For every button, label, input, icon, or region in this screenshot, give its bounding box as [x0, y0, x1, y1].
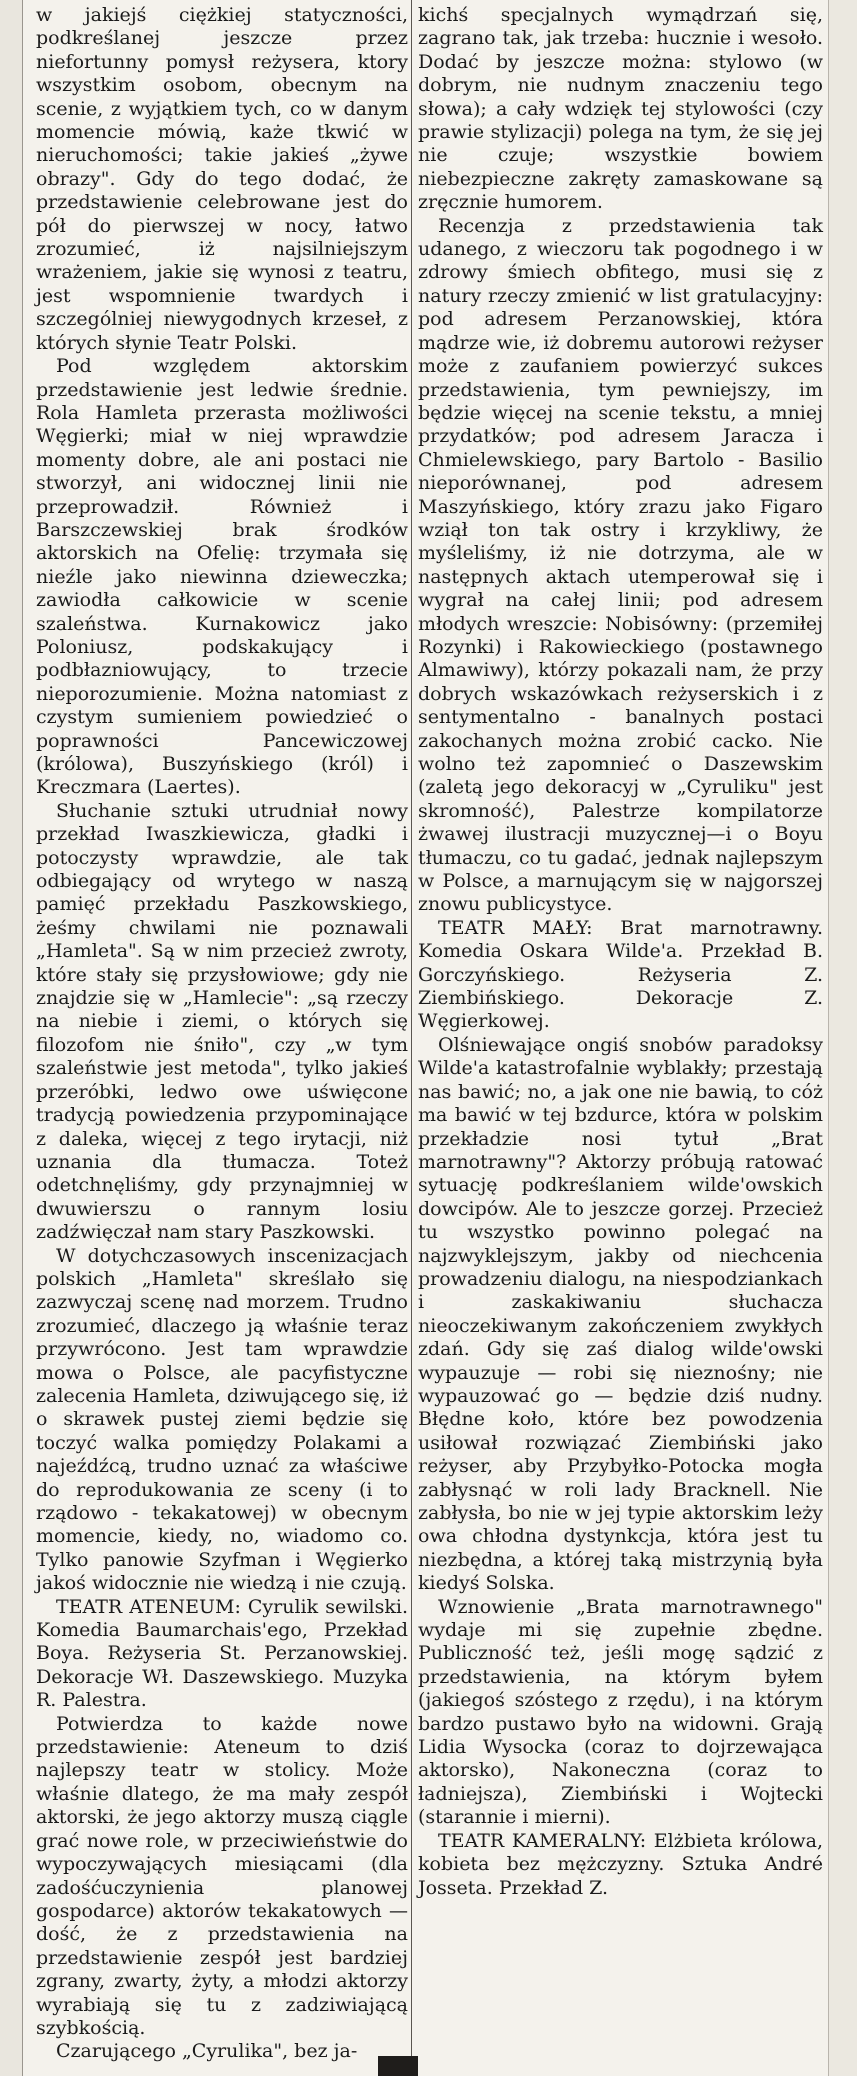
paragraph: Pod względem aktorskim przedstawienie jest ledwie średnie. Rola Hamleta przerasta możliwości Węgierki; miał w niej wprawdzie momenty dobre, ale ani postaci nie stworzył, ani widocznej linii nie przeprowadził. Również i Barszczewskiej brak środków aktorskich na Ofelię: trzymała się nieźle jako niewinna dzieweczka; zawiodła całkowicie w scenie szaleństwa. Kurnakowicz jako Poloniusz, podskakujący i podbłazniowujący, to trzecie nieporozumienie. Można natomiast z czystym sumieniem powiedzieć o poprawności Pancewiczowej (królowa), Buszyńskiego (król) i Kreczmara (Laertes). — [36, 355, 408, 799]
left-margin-strip — [0, 0, 23, 2076]
column-divider — [411, 0, 412, 2076]
paragraph: kichś specjalnych wymądrzań się, zagrano tak, jak trzeba: hucznie i wesoło. Dodać by jeszcze można: stylowo (w dobrym, nie nudnym znaczeniu tego słowa); a cały wdzięk tej stylowości (czy prawie stylizacji) polega na tym, że się jej nie czuje; wszystkie bowiem niebezpieczne zakręty zamaskowane są zręcznie humorem. — [418, 4, 823, 214]
section-heading-kameralny: TEATR KAMERALNY: Elżbieta królowa, kobieta bez mężczyzny. Sztuka André Josseta. Przekład Z. — [418, 1829, 823, 1899]
right-column — [418, 4, 823, 1900]
section-heading-ateneum: TEATR ATENEUM: Cyrulik sewilski. Komedia Baumarchais'ego, Przekład Boya. Reżyseria St. Perzanowskiej. Dekoracje Wł. Daszewskiego. Muzyka R. Palestra. — [36, 1595, 408, 1712]
paragraph: Czarującego „Cyrulika", bez ja- — [56, 2040, 358, 2063]
paragraph: Recenzja z przedstawienia tak udanego, z wieczoru tak pogodnego i w zdrowy śmiech obfitego, musi się z natury rzeczy zmienić w list gratulacyjny: pod adresem Perzanowskiej, która mądrze wie, iż dobremu autorowi reżyser może z zaufaniem powierzyć sukces przedstawienia, tym pewniejszy, im będzie więcej na scenie tekstu, a mniej przydatków; pod adresem Jaracza i Chmielewskiego, pary Bartolo - Basilio nieporównanej, pod adresem Maszyńskiego, który zrazu jako Figaro wziął ton tak ostry i krzykliwy, że myśleliśmy, iż nie dotrzyma, ale w następnych aktach utemperował się i wygrał na całej linii; pod adresem młodych wreszcie: Nobisówny: (przemiłej Rozynki) i Rakowieckiego (postawnego Almawiwy), którzy pokazali nam, że przy dobrych wskazówkach reżyserskich i z sentymentalno - banalnych postaci zakochanych można zrobić cacko. Nie wolno też zapomnieć o Daszewskim (zaletą jego dekoracyj w „Cyruliku" jest skromność), Palestrze kompilatorze żwawej ilustracji muzycznej—i o Boyu tłumaczu, co tu gadać, jednak najlepszym w Polsce, a marnującym się w najgorszej znowu publicystyce. — [418, 214, 823, 916]
paragraph: Słuchanie sztuki utrudniał nowy przekład Iwaszkiewicza, gładki i potoczysty wprawdzie, ale tak odbiegający od wrytego w naszą pamięć przekładu Paszkowskiego, żeśmy chwilami nie poznawali „Hamleta". Są w nim przecież zwroty, które stały się przysłowiowe; gdy nie znajdzie się w „Hamlecie": „są rzeczy na niebie i ziemi, o których się filozofom nie śniło", czy „w tym szaleństwie jest metoda", tylko jakieś przeróbki, ledwo owe uświęcone tradycją powiedzenia przypominające z daleka, więcej z tego irytacji, niż uznania dla tłumacza. Toteż odetchnęliśmy, gdy przynajmniej w dwuwierszu o rannym losiu zadźwięczał nam stary Paszkowski. — [36, 799, 408, 1244]
left-column — [36, 4, 408, 2064]
paragraph: Potwierdza to każde nowe przedstawienie: Ateneum to dziś najlepszy teatr w stolicy. Może właśnie dlatego, że ma mały zespół aktorski, że jego aktorzy muszą ciągle grać nowe role, w przeciwieństwie do wypoczywających miesiącami (dla zadośćuczynienia planowej gospodarce) aktorów tekakatowych — dość, że z przedstawienia na przedstawienie zespół jest bardziej zgrany, zwarty, żyty, a młodzi aktorzy wyrabiają się tu z zadziwiającą szybkością. — [36, 1712, 408, 2039]
paragraph: Wznowienie „Brata marnotrawnego" wydaje mi się zupełnie zbędne. Publiczność też, jeśli mogę sądzić z przedstawienia, na którym byłem (jakiegoś szóstego z rzędu), i na którym bardzo pustawo było na widowni. Grają Lidia Wysocka (coraz to dojrzewająca aktorsko), Nakoneczna (coraz to ładniejsza), Ziembiński i Wojtecki (starannie i mierni). — [418, 1595, 823, 1829]
paragraph: w jakiejś ciężkiej statyczności, podkreślanej jeszcze przez niefortunny pomysł reżysera, ktory wszystkim osobom, obecnym na scenie, z wyjątkiem tych, co w danym momencie mówią, każe tkwić w nieruchomości; takie jakieś „żywe obrazy". Gdy do tego dodać, że przedstawienie celebrowane jest do pół do pierwszej w nocy, łatwo zrozumieć, iż najsilniejszym wrażeniem, jakie się wynosi z teatru, jest wspomnienie twardych i szczególniej niewygodnych krzeseł, z których słynie Teatr Polski. — [36, 4, 408, 354]
right-margin-strip — [828, 0, 857, 2076]
paragraph: W dotychczasowych inscenizacjach polskich „Hamleta" skreślało się zazwyczaj scenę nad morzem. Trudno zrozumieć, dlaczego ją właśnie teraz przywrócono. Jest tam wprawdzie mowa o Polsce, ale pacyfistyczne zalecenia Hamleta, dziwującego się, iż o skrawek pustej ziemi będzie się toczyć walka pomiędzy Polakami a najeźdźcą, trudno uznać za właściwe do reprodukowania ze sceny (i to rządowo - tekakatowej) w obecnym momencie, kiedy, no, wiadomo co. Tylko panowie Szyfman i Węgierko jakoś widocznie nie wiedzą i nie czują. — [36, 1244, 408, 1595]
paragraph: Olśniewające ongiś snobów paradoksy Wilde'a katastrofalnie wyblakły; przestają nas bawić; no, a jak one nie bawią, to cóż ma bawić w tej bzdurce, która w polskim przekładzie nosi tytuł „Brat marnotrawny"? Aktorzy próbują ratować sytuację podkreślaniem wilde'owskich dowcipów. Ale to jeszcze gorzej. Przecież tu wszystko powinno polegać na najzwyklejszym, jakby od niechcenia prowadzeniu dialogu, na niespodziankach i zaskakiwaniu słuchacza nieoczekiwanym zakończeniem zwykłych zdań. Gdy się zaś dialog wilde'owski wypauzuje — robi się nieznośny; nie wypauzować go — będzie dziś nudny. Błędne koło, które bez powodzenia usiłował rozwiązać Ziembiński jako reżyser, aby Przybyłko-Potocka mogła zabłysnąć w roli lady Bracknell. Nie zabłysła, bo nie w jej typie aktorskim leży owa chłodna dystynkcja, która jest tu niezbędna, a której taką mistrzynią była kiedyś Solska. — [418, 1033, 823, 1595]
section-heading-maly: TEATR MAŁY: Brat marnotrawny. Komedia Oskara Wilde'a. Przekład B. Gorczyńskiego. Reżyseria Z. Ziembińskiego. Dekoracje Z. Węgierkowej. — [418, 916, 823, 1033]
